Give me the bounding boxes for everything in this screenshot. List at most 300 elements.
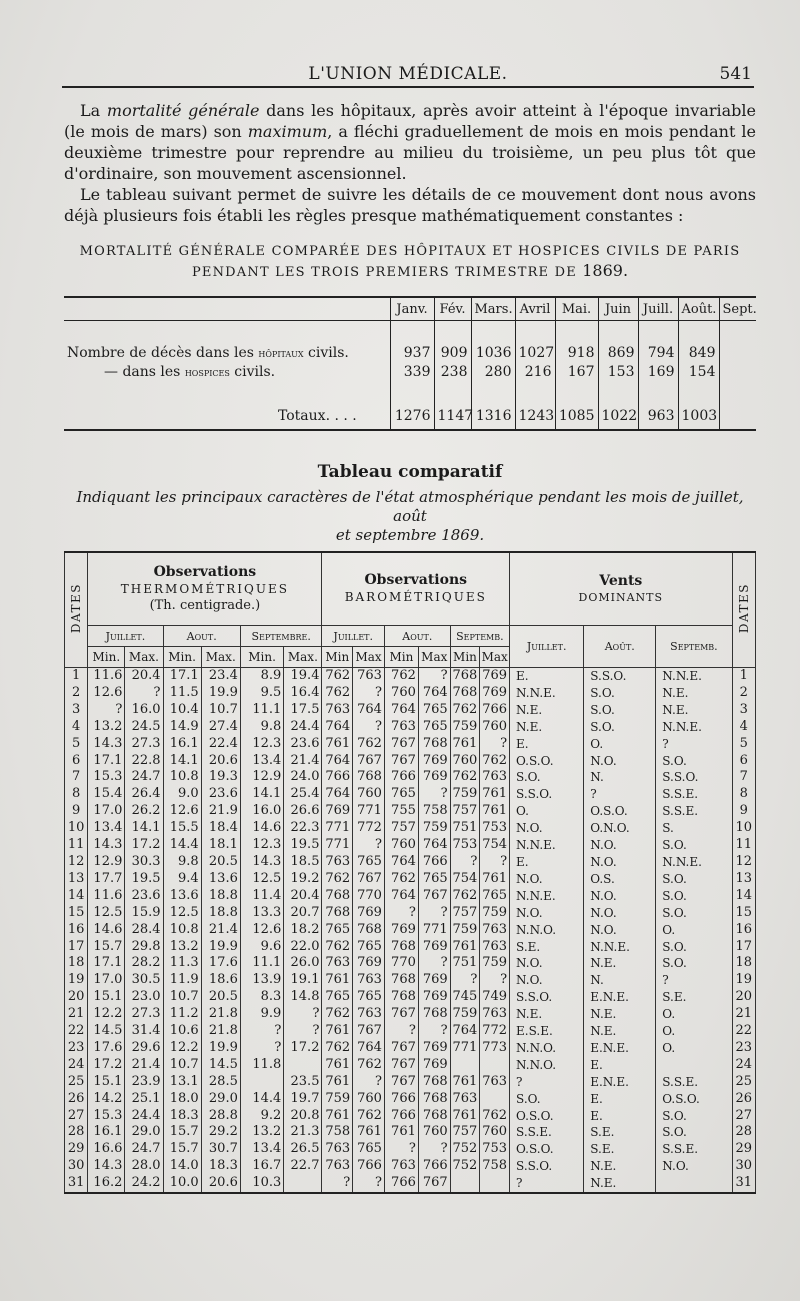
baro-aout-min-cell: 762 — [384, 871, 418, 888]
baro-aout-min-cell: 767 — [384, 1040, 418, 1057]
date-right-cell: 16 — [732, 922, 755, 939]
septembre-max-cell: 21.3 — [284, 1124, 322, 1141]
juillet-max-cell: 26.2 — [125, 803, 163, 820]
baro-juillet-max-cell: 769 — [353, 955, 385, 972]
vent-juillet-cell: S.S.E. — [510, 1124, 584, 1141]
baro-aout-min-cell: ? — [384, 1141, 418, 1158]
baro-juillet-min-cell: 764 — [322, 786, 353, 803]
hospices-value: 238 — [434, 362, 471, 381]
juillet-min-cell: 14.3 — [88, 736, 125, 753]
aout-min-cell: 15.5 — [163, 820, 201, 837]
baro-septembre-max-cell: 760 — [480, 719, 510, 736]
septembre-max-cell: 19.4 — [284, 668, 322, 685]
date-cell: 29 — [65, 1141, 88, 1158]
baro-aout-max-cell: ? — [418, 905, 450, 922]
juillet-max-cell: 24.4 — [125, 1108, 163, 1125]
baro-juillet-max-cell: ? — [353, 1074, 385, 1091]
juillet-min-cell: 15.3 — [88, 1108, 125, 1125]
baro-juillet-min-cell: 771 — [322, 837, 353, 854]
baro-aout-min-cell: 760 — [384, 685, 418, 702]
aout-max-cell: 21.9 — [201, 803, 240, 820]
date-right-cell: 24 — [732, 1057, 755, 1074]
vent-juillet-cell: N.N.O. — [510, 922, 584, 939]
max-header: Max. — [284, 647, 322, 668]
date-cell: 22 — [65, 1023, 88, 1040]
baro-aout: Aout. — [384, 626, 450, 647]
weather-row — [65, 1074, 756, 1091]
date-cell: 16 — [65, 922, 88, 939]
aout-max-cell: 27.4 — [201, 719, 240, 736]
baro-septembre-min-cell — [450, 1057, 480, 1074]
date-right-cell: 13 — [732, 871, 755, 888]
baro-aout-max-cell: 768 — [418, 1091, 450, 1108]
weather-row — [65, 1040, 756, 1057]
baro-septembre-max-cell: 753 — [480, 1141, 510, 1158]
vent-juillet-cell: N.N.E. — [510, 888, 584, 905]
baro-juillet-min-cell: 761 — [322, 1057, 353, 1074]
aout-max-cell: 29.0 — [201, 1091, 240, 1108]
date-right-cell: 22 — [732, 1023, 755, 1040]
vent-aout-cell: N.O. — [584, 888, 656, 905]
baro-septembre-min-cell: 761 — [450, 1108, 480, 1125]
baro-aout-min-cell: 760 — [384, 837, 418, 854]
date-right-cell: 19 — [732, 972, 755, 989]
septembre-max-cell: 26.5 — [284, 1141, 322, 1158]
juillet-min-cell: 14.3 — [88, 837, 125, 854]
hospices-value: 154 — [678, 362, 719, 381]
baro-septembre-min-cell: 760 — [450, 753, 480, 770]
thermo-sub: THERMOMÉTRIQUES — [120, 582, 289, 596]
weather-row — [65, 854, 756, 871]
baro-aout-max-cell: ? — [418, 786, 450, 803]
baro-aout-max-cell: 769 — [418, 1040, 450, 1057]
septembre-max-cell: 14.8 — [284, 989, 322, 1006]
date-cell: 9 — [65, 803, 88, 820]
aout-max-cell: 19.9 — [201, 1040, 240, 1057]
hopitaux-value: 869 — [598, 343, 638, 362]
intro-paragraph-1 — [64, 100, 756, 184]
septembre-max-cell: 17.5 — [284, 702, 322, 719]
juillet-min-cell: 13.4 — [88, 820, 125, 837]
baro-septembre-max-cell: ? — [480, 854, 510, 871]
septembre-min-cell: 14.1 — [240, 786, 283, 803]
baro-septembre-max-cell — [480, 1175, 510, 1193]
septembre-min-cell: ? — [240, 1023, 283, 1040]
thermo-title: Observations — [153, 564, 257, 580]
baro-juillet-max-cell: 765 — [353, 939, 385, 956]
vent-juillet-cell: O.S.O. — [510, 753, 584, 770]
baro-septembre-min-cell: 762 — [450, 888, 480, 905]
baro-septembre-max-cell: 758 — [480, 1158, 510, 1175]
baro-juillet-max-cell: 768 — [353, 922, 385, 939]
septembre-min-cell: 9.5 — [240, 685, 283, 702]
aout-max-cell: 18.3 — [201, 1158, 240, 1175]
vent-aout-cell: E. — [584, 1091, 656, 1108]
baro-septembre-min-cell: 768 — [450, 668, 480, 685]
juillet-max-cell: 24.5 — [125, 719, 163, 736]
date-cell: 11 — [65, 837, 88, 854]
vent-septembre-cell: S.S.E. — [656, 786, 732, 803]
date-cell: 15 — [65, 905, 88, 922]
aout-min-cell: 10.7 — [163, 1057, 201, 1074]
aout-min-cell: 14.9 — [163, 719, 201, 736]
totaux-value: 1316 — [471, 403, 515, 430]
baro-juillet-max-cell: 760 — [353, 786, 385, 803]
juillet-max-cell: ? — [125, 685, 163, 702]
baro-aout-max-cell: ? — [418, 1023, 450, 1040]
comparative-table-subtitle — [64, 488, 756, 545]
juillet-min-cell: 14.2 — [88, 1091, 125, 1108]
weather-table — [64, 551, 756, 1194]
date-right-cell: 23 — [732, 1040, 755, 1057]
hospices-label-sc: hospices — [184, 364, 230, 379]
date-right-cell: 3 — [732, 702, 755, 719]
date-cell: 6 — [65, 753, 88, 770]
baro-juillet-max-cell: 764 — [353, 702, 385, 719]
baro-septembre-min-cell: 752 — [450, 1141, 480, 1158]
date-right-cell: 11 — [732, 837, 755, 854]
baro-aout-max-cell: 769 — [418, 939, 450, 956]
weather-header-row-2 — [65, 626, 756, 647]
baro-juillet-max-cell: 760 — [353, 1091, 385, 1108]
aout-max-cell: 20.5 — [201, 989, 240, 1006]
baro-aout-min-cell: 755 — [384, 803, 418, 820]
baro-septembre-max-cell: 759 — [480, 955, 510, 972]
baro-aout-min-cell: 766 — [384, 1108, 418, 1125]
baro-aout-max-cell: ? — [418, 668, 450, 685]
aout-min-cell: 11.3 — [163, 955, 201, 972]
vent-aout-cell: N. — [584, 972, 656, 989]
date-cell: 25 — [65, 1074, 88, 1091]
septembre-min-cell: 11.4 — [240, 888, 283, 905]
juillet-max-cell: 29.0 — [125, 1124, 163, 1141]
septembre-max-cell: 25.4 — [284, 786, 322, 803]
juillet-min-cell: ? — [88, 702, 125, 719]
aout-min-cell: 12.2 — [163, 1040, 201, 1057]
date-right-cell: 5 — [732, 736, 755, 753]
aout-max-cell: 20.6 — [201, 1175, 240, 1193]
vent-juillet-cell: N.N.O. — [510, 1057, 584, 1074]
septembre-min-cell: 12.9 — [240, 769, 283, 786]
juillet-max-cell: 15.9 — [125, 905, 163, 922]
septembre-max-cell: 23.5 — [284, 1074, 322, 1091]
min-header: Min. — [163, 647, 201, 668]
baro-aout-min-cell: 766 — [384, 1175, 418, 1193]
aout-max-cell: 19.9 — [201, 939, 240, 956]
aout-max-cell: 10.7 — [201, 702, 240, 719]
vent-aout-cell: N.N.E. — [584, 939, 656, 956]
septembre-min-cell: 12.3 — [240, 736, 283, 753]
septembre-max-cell: 20.4 — [284, 888, 322, 905]
septembre-max-cell: 22.0 — [284, 939, 322, 956]
septembre-max-cell: 19.2 — [284, 871, 322, 888]
septembre-max-cell: 21.4 — [284, 753, 322, 770]
vent-aout-cell: N.E. — [584, 1175, 656, 1193]
min-header: Min — [450, 647, 480, 668]
vent-septembre-cell: ? — [656, 736, 732, 753]
month-header: Août. — [678, 297, 719, 321]
vents-header-text — [510, 573, 732, 606]
baro-juillet-max-cell: ? — [353, 837, 385, 854]
hospices-label-b: civils. — [229, 363, 276, 380]
date-right-cell: 7 — [732, 769, 755, 786]
baro-aout-min-cell: 766 — [384, 1091, 418, 1108]
aout-min-cell: 10.4 — [163, 702, 201, 719]
juillet-min-cell: 15.1 — [88, 989, 125, 1006]
vent-septembre-cell: S.O. — [656, 955, 732, 972]
vent-aout-cell: S.E. — [584, 1141, 656, 1158]
baro-aout-max-cell: ? — [418, 1141, 450, 1158]
septembre-max-cell: 22.3 — [284, 820, 322, 837]
baro-aout-max-cell: 769 — [418, 972, 450, 989]
vent-juillet-cell: ? — [510, 1074, 584, 1091]
baro-aout-max-cell: 768 — [418, 1074, 450, 1091]
baro-septembre-min-cell: 768 — [450, 685, 480, 702]
vent-juillet-cell: ? — [510, 1175, 584, 1193]
month-header: Fév. — [434, 297, 471, 321]
totaux-label: Totaux. . . . — [278, 408, 357, 424]
aout-min-cell: 11.2 — [163, 1006, 201, 1023]
aout-max-cell: 23.4 — [201, 668, 240, 685]
weather-row — [65, 769, 756, 786]
aout-min-cell: 9.8 — [163, 854, 201, 871]
baro-juillet-min-cell: 771 — [322, 820, 353, 837]
hospices-value: 167 — [555, 362, 598, 381]
juillet-min-cell: 17.1 — [88, 955, 125, 972]
baro-juillet-min-cell: 758 — [322, 1124, 353, 1141]
vent-juillet-cell: N.O. — [510, 871, 584, 888]
juillet-max-cell: 21.4 — [125, 1057, 163, 1074]
baro-aout-min-cell: 769 — [384, 922, 418, 939]
aout-min-cell: 14.1 — [163, 753, 201, 770]
date-cell: 17 — [65, 939, 88, 956]
vent-septembre-cell: O. — [656, 1006, 732, 1023]
intro-p1-c: , a fléchi graduellement de mois en mois pendant le deuxième trimestre pour reprendre au milieu du troisième, un peu plus tôt que d'ordinaire, son mouvement ascensionnel. — [64, 122, 756, 183]
date-right-cell: 28 — [732, 1124, 755, 1141]
weather-row — [65, 1158, 756, 1175]
weather-row — [65, 972, 756, 989]
totaux-value: 1243 — [515, 403, 555, 430]
baro-septembre-max-cell: 762 — [480, 753, 510, 770]
vent-aout-cell: N.E. — [584, 1023, 656, 1040]
hospices-row — [64, 362, 756, 381]
vent-aout-cell: N.O. — [584, 753, 656, 770]
baro-aout-min-cell: 764 — [384, 702, 418, 719]
weather-row — [65, 1091, 756, 1108]
date-right-cell: 31 — [732, 1175, 755, 1193]
weather-row — [65, 1108, 756, 1125]
septembre-min-cell: 11.8 — [240, 1057, 283, 1074]
baro-septembre-max-cell: 761 — [480, 803, 510, 820]
juillet-max-cell: 24.7 — [125, 1141, 163, 1158]
vent-aout-cell: N.O. — [584, 922, 656, 939]
vent-septembre-cell: N.N.E. — [656, 854, 732, 871]
vent-aout-cell: E. — [584, 1108, 656, 1125]
intro-paragraph-2: Le tableau suivant permet de suivre les détails de ce mouvement dont nous avons déjà plusieurs fois établi les règles presque mathématiquement constantes : — [64, 185, 756, 225]
weather-row — [65, 803, 756, 820]
aout-max-cell: 18.1 — [201, 837, 240, 854]
baro-aout-max-cell: 767 — [418, 1175, 450, 1193]
baro-aout-max-cell: 771 — [418, 922, 450, 939]
baro-septembre-min-cell: 751 — [450, 820, 480, 837]
month-header: Mars. — [471, 297, 515, 321]
juillet-min-cell: 16.6 — [88, 1141, 125, 1158]
vent-aout-cell: S.E. — [584, 1124, 656, 1141]
septembre-min-cell: 13.4 — [240, 753, 283, 770]
vent-aout-cell: E. — [584, 1057, 656, 1074]
baro-aout-max-cell: 769 — [418, 989, 450, 1006]
vent-aout-cell: N.O. — [584, 905, 656, 922]
intro-p1-em2: maximum — [247, 122, 328, 141]
baro-septembre-max-cell: 769 — [480, 668, 510, 685]
mortality-title-line-1: MORTALITÉ GÉNÉRALE COMPARÉE DES HÔPITAUX ET HOSPICES CIVILS DE PARIS — [79, 244, 741, 259]
juillet-min-cell: 16.2 — [88, 1175, 125, 1193]
vent-aout-cell: N.O. — [584, 854, 656, 871]
vent-septembre-cell: O. — [656, 1023, 732, 1040]
aout-max-cell: 14.5 — [201, 1057, 240, 1074]
septembre-min-cell: 9.6 — [240, 939, 283, 956]
date-cell: 27 — [65, 1108, 88, 1125]
hopitaux-value: 849 — [678, 343, 719, 362]
date-cell: 3 — [65, 702, 88, 719]
vent-juillet-cell: N.O. — [510, 955, 584, 972]
baro-juillet-max-cell: ? — [353, 1175, 385, 1193]
baro-aout-max-cell: 765 — [418, 719, 450, 736]
septembre-max-cell — [284, 1057, 322, 1074]
baro-juillet: Juillet. — [322, 626, 385, 647]
vent-aout-cell: S.O. — [584, 702, 656, 719]
max-header: Max — [353, 647, 385, 668]
vents-juillet: Juillet. — [510, 626, 584, 668]
baro-septembre-max-cell: 763 — [480, 939, 510, 956]
juillet-max-cell: 22.8 — [125, 753, 163, 770]
baro-aout-max-cell: ? — [418, 955, 450, 972]
baro-juillet-min-cell: 761 — [322, 736, 353, 753]
septembre-min-cell: 9.9 — [240, 1006, 283, 1023]
month-header: Mai. — [555, 297, 598, 321]
dates-header-right — [732, 552, 755, 668]
baro-septembre-max-cell: 753 — [480, 820, 510, 837]
septembre-min-cell: 13.9 — [240, 972, 283, 989]
hopitaux-value: 909 — [434, 343, 471, 362]
baro-septembre-min-cell: 761 — [450, 1074, 480, 1091]
baro-juillet-min-cell: 761 — [322, 1108, 353, 1125]
juillet-min-cell: 14.6 — [88, 922, 125, 939]
baro-aout-min-cell: 767 — [384, 736, 418, 753]
vent-juillet-cell: S.O. — [510, 769, 584, 786]
vent-aout-cell: N.E. — [584, 1158, 656, 1175]
vent-juillet-cell: N.O. — [510, 905, 584, 922]
vent-septembre-cell: S.O. — [656, 837, 732, 854]
baro-septembre-min-cell: 753 — [450, 837, 480, 854]
juillet-max-cell: 31.4 — [125, 1023, 163, 1040]
juillet-min-cell: 15.4 — [88, 786, 125, 803]
baro-sub: BAROMÉTRIQUES — [344, 590, 487, 604]
hopitaux-value: 1027 — [515, 343, 555, 362]
baro-septembre-max-cell: 762 — [480, 1108, 510, 1125]
dates-header-left — [65, 552, 88, 668]
date-cell: 24 — [65, 1057, 88, 1074]
min-header: Min — [384, 647, 418, 668]
septembre-min-cell: 11.1 — [240, 702, 283, 719]
aout-min-cell: 14.4 — [163, 837, 201, 854]
septembre-min-cell: 8.9 — [240, 668, 283, 685]
juillet-min-cell: 17.6 — [88, 1040, 125, 1057]
baro-juillet-max-cell: 767 — [353, 1023, 385, 1040]
mortality-header-row — [64, 297, 756, 321]
juillet-max-cell: 17.2 — [125, 837, 163, 854]
baro-juillet-max-cell: ? — [353, 685, 385, 702]
hopitaux-label-a: Nombre de décès dans les — [67, 344, 259, 361]
baro-juillet-min-cell: 768 — [322, 888, 353, 905]
baro-septembre-min-cell: 762 — [450, 702, 480, 719]
juillet-max-cell: 14.1 — [125, 820, 163, 837]
comparative-table-title: Tableau comparatif — [317, 462, 503, 482]
juillet-min-cell: 14.5 — [88, 1023, 125, 1040]
vent-septembre-cell: S.O. — [656, 905, 732, 922]
weather-row — [65, 685, 756, 702]
juillet-max-cell: 29.8 — [125, 939, 163, 956]
vent-juillet-cell: N.E. — [510, 702, 584, 719]
vent-aout-cell: N.E. — [584, 955, 656, 972]
baro-septembre-min-cell: 752 — [450, 1158, 480, 1175]
septembre-min-cell: 13.4 — [240, 1141, 283, 1158]
septembre-min-cell: 12.5 — [240, 871, 283, 888]
max-header: Max — [480, 647, 510, 668]
septembre-max-cell — [284, 1175, 322, 1193]
thermo-aout: Aout. — [163, 626, 240, 647]
baro-septembre-max-cell: 766 — [480, 702, 510, 719]
weather-row — [65, 905, 756, 922]
vent-septembre-cell: S.E. — [656, 989, 732, 1006]
month-header: Juill. — [638, 297, 678, 321]
aout-min-cell: 10.8 — [163, 769, 201, 786]
baro-aout-min-cell: 767 — [384, 1074, 418, 1091]
vent-septembre-cell: ? — [656, 972, 732, 989]
date-cell: 23 — [65, 1040, 88, 1057]
page-header — [62, 64, 754, 88]
septembre-min-cell: 14.4 — [240, 1091, 283, 1108]
baro-septembre-min-cell: 761 — [450, 736, 480, 753]
baro-juillet-min-cell: 761 — [322, 1074, 353, 1091]
septembre-min-cell: 12.6 — [240, 922, 283, 939]
septembre-max-cell: 26.6 — [284, 803, 322, 820]
hopitaux-value: 1036 — [471, 343, 515, 362]
aout-max-cell: 18.8 — [201, 888, 240, 905]
baro-aout-max-cell: 760 — [418, 1124, 450, 1141]
vent-juillet-cell: E. — [510, 854, 584, 871]
aout-max-cell: 13.6 — [201, 871, 240, 888]
septembre-min-cell: 16.0 — [240, 803, 283, 820]
aout-max-cell: 19.3 — [201, 769, 240, 786]
aout-min-cell: 13.1 — [163, 1074, 201, 1091]
mortality-table-title — [64, 242, 756, 282]
baro-juillet-max-cell: 763 — [353, 668, 385, 685]
totaux-value: 1147 — [434, 403, 471, 430]
baro-septemb: Septemb. — [450, 626, 509, 647]
baro-juillet-min-cell: ? — [322, 1175, 353, 1193]
vent-juillet-cell: N.O. — [510, 820, 584, 837]
vent-septembre-cell: S.S.E. — [656, 1141, 732, 1158]
baro-septembre-max-cell: 773 — [480, 1040, 510, 1057]
baro-septembre-min-cell: 759 — [450, 786, 480, 803]
aout-min-cell: 15.7 — [163, 1124, 201, 1141]
juillet-max-cell: 26.4 — [125, 786, 163, 803]
baro-septembre-max-cell: 760 — [480, 1124, 510, 1141]
weather-row — [65, 871, 756, 888]
thermo-header — [88, 552, 322, 626]
totaux-value: 963 — [638, 403, 678, 430]
